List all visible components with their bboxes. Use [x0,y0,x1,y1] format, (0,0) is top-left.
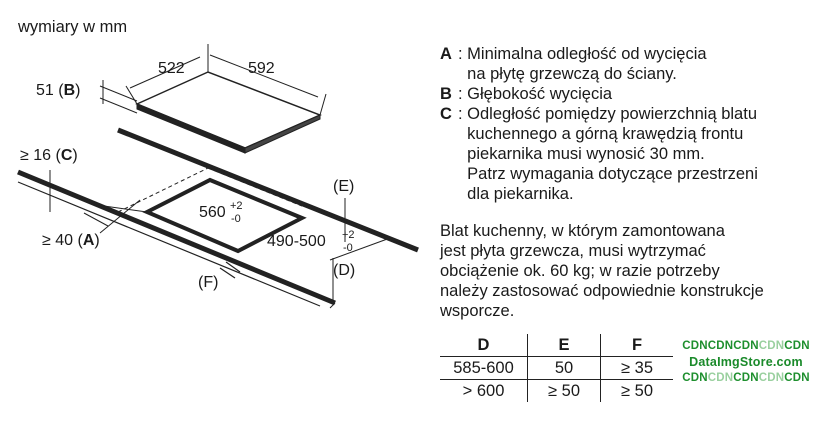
dim-b-line [100,98,137,113]
label-b: 51 (B) [36,82,81,99]
label-f: (F) [198,274,219,291]
dim-ext [126,86,137,104]
table-row [440,380,673,403]
legend-item-a [440,44,840,84]
table-cell: 50 [528,357,601,380]
legend-item-b [440,84,840,104]
label-d: (D) [333,262,356,279]
dim-592: 592 [248,60,275,77]
dim-a-arrow [100,200,140,233]
table-header: D [477,335,490,354]
wm-part: CDN [682,372,708,384]
hob-plate [137,72,320,148]
cut-depth-sup: +2 [230,200,243,212]
legend-line: dla piekarnika. [467,185,574,203]
legend-line: Patrz wymagania dotyczące przestrzeni [467,165,758,183]
legend-line: Minimalna odległość od wycięcia [467,45,707,63]
table-row [440,357,673,380]
legend-line: kuchennego a górną krawędzią frontu [467,125,744,143]
table-cell: ≥ 50 [528,380,601,403]
wm-part: CDN [784,340,810,352]
legend-line: piekarnika musi wynosić 30 mm. [467,145,705,163]
table-header-row [440,334,673,357]
legend-line: Odległość pomiędzy powierzchnią blatu [467,105,757,123]
cut-width: 490-500 [267,233,326,250]
note-line: należy zastosować odpowiednie konstrukcje [440,282,764,300]
legend-key: B [440,85,452,103]
legend-item-c [440,104,840,204]
dimension-table [440,334,673,402]
table-cell: 585-600 [440,357,528,380]
wm-part: CDN [733,340,759,352]
dim-b-line [100,86,137,101]
note-line: obciążenie ok. 60 kg; w razie potrzeby [440,262,720,280]
dim-522: 522 [158,60,185,77]
cut-width-sub: -0 [343,242,353,254]
label-a: ≥ 40 (A) [42,232,100,249]
table-cell: ≥ 35 [601,357,674,380]
note-line: jest płyta grzewcza, musi wytrzymać [440,242,706,260]
legend-key: C [440,105,452,123]
dim-a-line [84,213,108,226]
cut-depth-sub: -0 [231,213,241,225]
wm-part: CDN [758,372,785,384]
watermark-bottom [668,372,824,384]
label-e: (E) [333,178,355,195]
note-line: wsporcze. [440,302,515,320]
dim-d-line [330,238,390,260]
table-header: F [601,334,674,357]
watermark-mid: DataImgStore.com [689,355,803,369]
wm-part: CDN [682,340,708,352]
wm-part: CDN [707,372,734,384]
watermark-top [668,340,824,352]
cut-width-sup: +2 [342,229,355,241]
load-note [440,221,830,321]
legend-line: Głębokość wycięcia [467,85,613,103]
wm-part: CDN [784,372,810,384]
table-cell: > 600 [440,380,528,403]
dim-ext [320,94,326,115]
legend-key: A [440,45,452,63]
label-c: ≥ 16 (C) [20,147,78,164]
cut-depth: 560 [199,204,226,221]
wm-part: CDN [733,372,759,384]
units-label: wymiary w mm [18,18,128,36]
note-line: Blat kuchenny, w którym zamontowana [440,222,725,240]
wm-part: CDN [707,340,734,352]
table-header: E [528,334,601,357]
wm-part: CDN [758,340,785,352]
legend-text: : Głębokość wycięcia [458,85,613,103]
legend-line: na płytę grzewczą do ściany. [467,65,677,83]
legend-text: : Minimalna odległość od wycięcia na płytę grzewczą do ściany. [458,45,707,83]
legend-text: : Odległość pomiędzy powierzchnią blatu kuchennego a górną krawędzią frontu piekarnika musi wynosić 30 mm. Patrz wymagania dotyczące przestrzeni dla piekarnika. [458,105,758,203]
table-cell: ≥ 50 [601,380,674,403]
dim-f-line [220,268,235,278]
legend [440,44,840,204]
